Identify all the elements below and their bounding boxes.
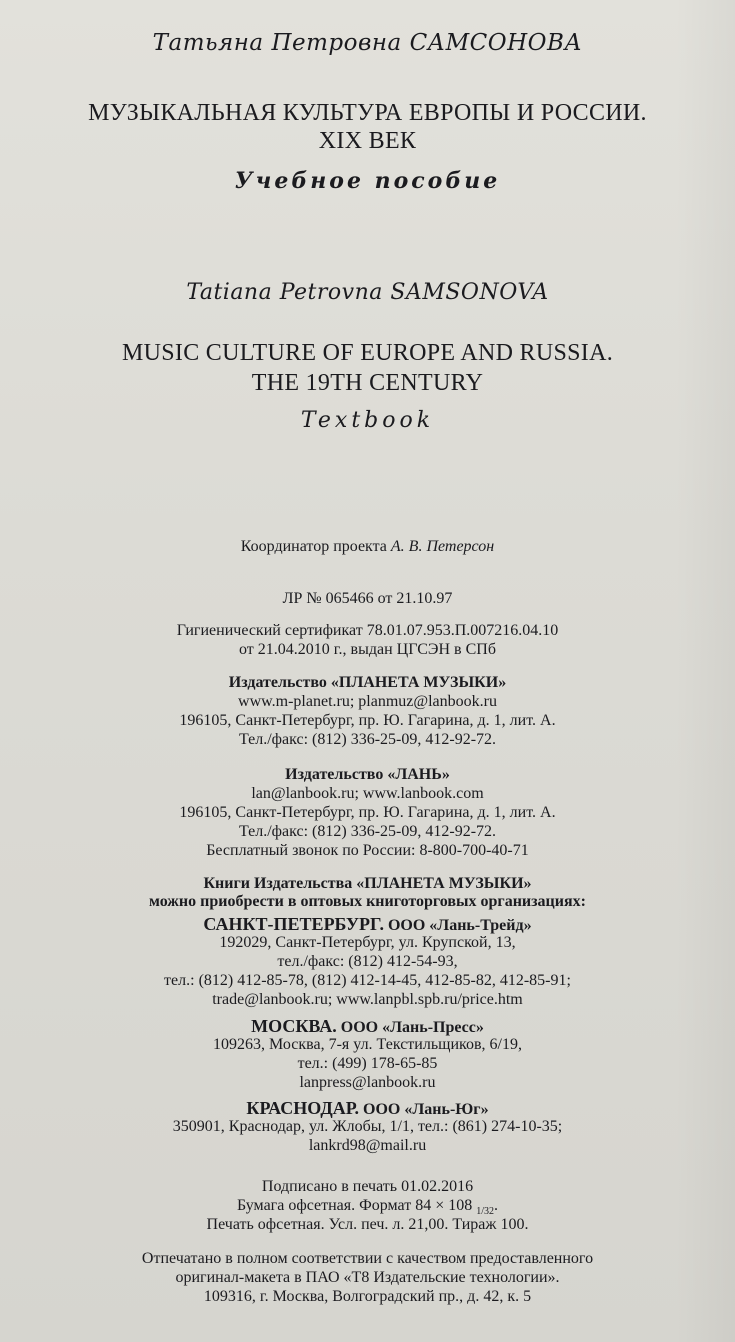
krd-org: ООО «Лань-Юг» bbox=[363, 1101, 489, 1118]
page-edge-shadow bbox=[675, 0, 735, 1342]
krd-email: lankrd98@mail.ru bbox=[308, 1137, 427, 1154]
subtitle-ru: Учебное пособие bbox=[234, 168, 501, 194]
publisher-pm-address: 196105, Санкт-Петербург, пр. Ю. Гагарина, д. 1, лит. А. bbox=[179, 712, 556, 729]
publisher-pm-web: www.m-planet.ru; planmuz@lanbook.ru bbox=[238, 693, 497, 710]
msk-header bbox=[0, 1016, 735, 1037]
project-coordinator bbox=[0, 538, 735, 556]
spb-header bbox=[0, 914, 735, 935]
printed-line1: Отпечатано в полном соответствии с качеством предоставленного bbox=[141, 1250, 594, 1267]
publisher-pm-phone: Тел./факс: (812) 336-25-09, 412-92-72. bbox=[238, 731, 497, 748]
title-ru-line2: XIX ВЕК bbox=[318, 128, 417, 154]
msk-address: 109263, Москва, 7-я ул. Текстильщиков, 6/19, bbox=[213, 1036, 522, 1053]
paper-format: Бумага офсетная. Формат 84 × 108 $_{1/32}$. bbox=[236, 1197, 499, 1218]
publisher-lan-name: Издательство «ЛАНЬ» bbox=[285, 766, 450, 783]
spb-city: САНКТ-ПЕТЕРБУРГ. bbox=[203, 914, 384, 934]
print-run: Печать офсетная. Усл. печ. л. 21,00. Тираж 100. bbox=[206, 1216, 529, 1233]
msk-email: lanpress@lanbook.ru bbox=[299, 1074, 436, 1091]
krd-header bbox=[0, 1098, 735, 1119]
signed-date: Подписано в печать 01.02.2016 bbox=[261, 1178, 474, 1195]
publisher-lan-web: lan@lanbook.ru; www.lanbook.com bbox=[251, 785, 484, 802]
spb-address: 192029, Санкт-Петербург, ул. Крупской, 13, bbox=[219, 934, 516, 951]
license-number: ЛР № 065466 от 21.10.97 bbox=[282, 590, 453, 607]
books-note-line2: можно приобрести в оптовых книготорговых организациях: bbox=[149, 893, 586, 910]
spb-web: trade@lanbook.ru; www.lanpbl.spb.ru/price.htm bbox=[212, 991, 523, 1008]
subtitle-en: Textbook bbox=[300, 408, 435, 433]
hygiene-cert-line2: от 21.04.2010 г., выдан ЦГСЭН в СПб bbox=[239, 641, 496, 658]
publisher-lan-address: 196105, Санкт-Петербург, пр. Ю. Гагарина, д. 1, лит. А. bbox=[179, 804, 556, 821]
books-note-line1: Книги Издательства «ПЛАНЕТА МУЗЫКИ» bbox=[203, 875, 532, 892]
title-en-line1: MUSIC CULTURE OF EUROPE AND RUSSIA. bbox=[121, 340, 614, 366]
author-ru: Татьяна Петровна САМСОНОВА bbox=[152, 30, 583, 56]
publisher-lan-free-call: Бесплатный звонок по России: 8-800-700-40-71 bbox=[206, 842, 529, 859]
author-en: Tatiana Petrovna SAMSONOVA bbox=[186, 280, 549, 305]
publisher-pm-name: Издательство «ПЛАНЕТА МУЗЫКИ» bbox=[228, 674, 507, 691]
paper-format-fraction: 1/32 bbox=[476, 1206, 495, 1218]
krd-address: 350901, Краснодар, ул. Жлобы, 1/1, тел.: (861) 274-10-35; bbox=[172, 1118, 563, 1135]
spb-fax: тел./факс: (812) 412-54-93, bbox=[277, 953, 458, 970]
coordinator-label: Координатор проекта bbox=[240, 538, 387, 555]
msk-city: МОСКВА. bbox=[251, 1016, 337, 1036]
title-en-line2: THE 19TH CENTURY bbox=[251, 370, 484, 396]
coordinator-name: А. В. Петерсон bbox=[390, 538, 495, 555]
msk-phone: тел.: (499) 178-65-85 bbox=[297, 1055, 438, 1072]
printed-line3: 109316, г. Москва, Волгоградский пр., д. 42, к. 5 bbox=[203, 1288, 532, 1305]
title-ru-line1: МУЗЫКАЛЬНАЯ КУЛЬТУРА ЕВРОПЫ И РОССИИ. bbox=[88, 100, 647, 126]
paper-format-text: Бумага офсетная. Формат 84 × 108 bbox=[236, 1197, 473, 1214]
printed-line2: оригинал-макета в ПАО «Т8 Издательские технологии». bbox=[175, 1269, 560, 1286]
msk-org: ООО «Лань-Пресс» bbox=[340, 1019, 484, 1036]
hygiene-cert-line1: Гигиенический сертификат 78.01.07.953.П.007216.04.10 bbox=[176, 622, 559, 639]
spb-org: ООО «Лань-Трейд» bbox=[387, 917, 532, 934]
krd-city: КРАСНОДАР. bbox=[246, 1098, 360, 1118]
spb-phones: тел.: (812) 412-85-78, (812) 412-14-45, 412-85-82, 412-85-91; bbox=[164, 972, 571, 989]
publisher-lan-phone: Тел./факс: (812) 336-25-09, 412-92-72. bbox=[238, 823, 497, 840]
